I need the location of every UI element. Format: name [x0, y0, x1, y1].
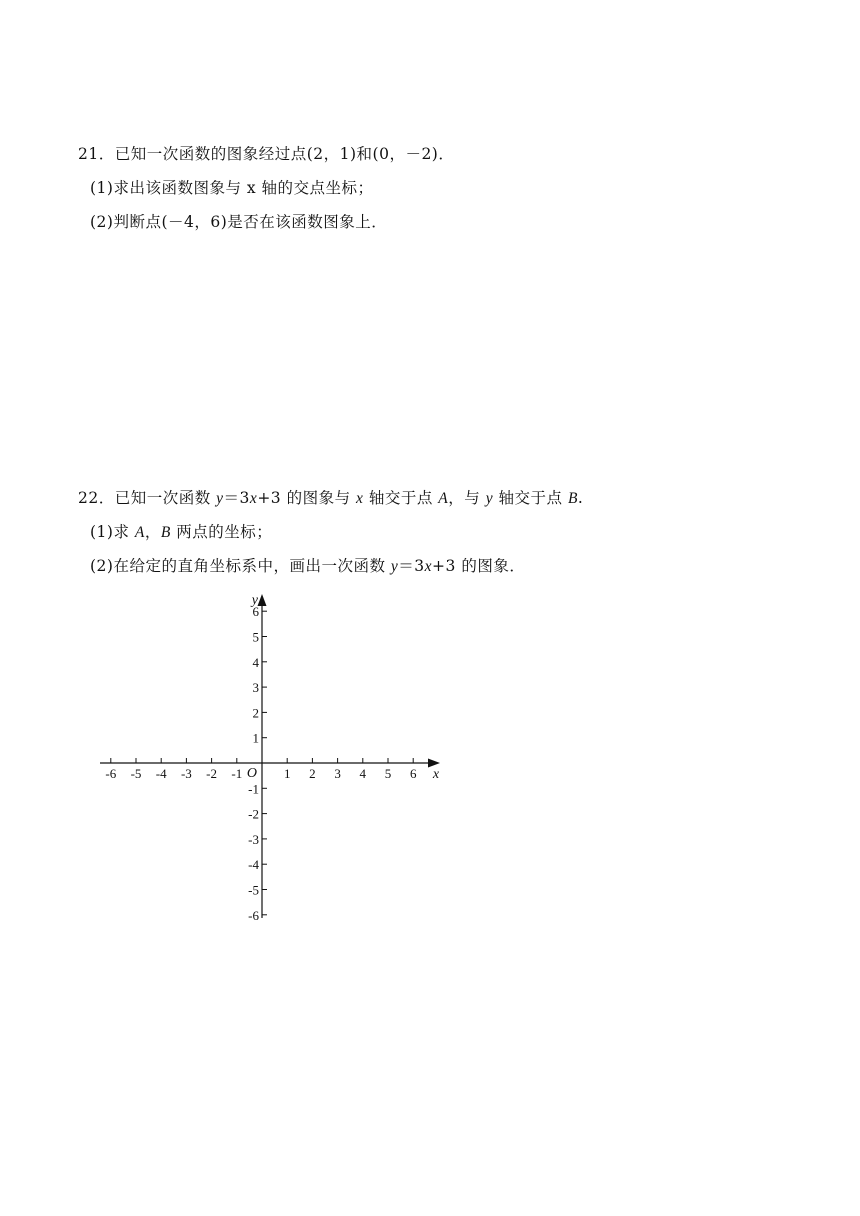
x-tick-label: 3 — [334, 766, 341, 781]
q22-part1-point-b: B — [160, 524, 171, 541]
x-tick-label: 1 — [283, 766, 291, 781]
q22-stem-text-f: 轴交于点 — [493, 489, 568, 507]
x-tick-label: -2 — [206, 766, 218, 781]
y-tick-label: -4 — [248, 857, 259, 873]
axes — [100, 594, 440, 918]
y-tick-label: -5 — [248, 882, 259, 898]
q22-stem-point-a: A — [438, 490, 449, 507]
x-tick-label: -3 — [180, 766, 192, 781]
tick-labels — [105, 593, 440, 923]
q22-stem-text-d: 轴交于点 — [363, 489, 439, 507]
q21-part2: (2)判断点(－4，6)是否在该函数图象上． — [90, 213, 388, 231]
q22-stem-var-x: x — [249, 490, 258, 507]
q22-part2-text-b: ＝3 — [398, 557, 425, 575]
y-tick-label: 2 — [252, 705, 259, 721]
q22-stem-point-b: B — [567, 490, 578, 507]
q22-stem-text-e: ，与 — [448, 489, 486, 507]
q22-stem-text-g: . — [577, 489, 584, 507]
q22-stem-text-b: ＝3 — [223, 489, 250, 507]
q22-part1-text-c: 两点的坐标； — [170, 523, 273, 541]
x-tick-label: 6 — [409, 766, 417, 781]
origin-label: O — [246, 766, 257, 781]
x-axis-label: x — [432, 767, 440, 782]
q22-stem-var-x2: x — [356, 490, 364, 507]
x-tick-label: -5 — [130, 766, 142, 781]
x-tick-label: -1 — [231, 766, 243, 781]
q22-stem-text-a: 22．已知一次函数 — [78, 489, 217, 507]
q21-stem: 21．已知一次函数的图象经过点(2，1)和(0，－2)． — [78, 145, 455, 163]
y-tick-label: -6 — [248, 907, 259, 923]
x-tick-label: 5 — [384, 766, 392, 781]
q22-part2-var-x: x — [424, 558, 433, 575]
x-tick-label: -4 — [155, 766, 167, 781]
x-tick-label: 2 — [309, 766, 316, 781]
y-tick-label: -1 — [248, 781, 259, 797]
q21-part1: (1)求出该函数图象与 x 轴的交点坐标； — [90, 179, 374, 197]
y-tick-label: -2 — [248, 806, 259, 822]
q22-part1-text-b: ， — [144, 523, 161, 541]
x-tick-label: 4 — [359, 766, 367, 781]
q22-part2-var-y: y — [390, 558, 399, 575]
q22-part2-text-c: +3 的图象． — [432, 557, 526, 575]
q22-part1-point-a: A — [134, 524, 145, 541]
y-tick-label: 3 — [252, 680, 259, 696]
q22-part2-text-a: (2)在给定的直角坐标系中，画出一次函数 — [90, 557, 391, 575]
q22-stem-var-y: y — [216, 490, 224, 507]
q22-stem-var-y2: y — [485, 490, 494, 507]
y-axis-label: y — [251, 593, 258, 608]
y-tick-label: -3 — [248, 831, 259, 847]
y-tick-label: 1 — [252, 730, 259, 746]
x-tick-label: -6 — [105, 766, 117, 781]
y-tick-label: 6 — [252, 604, 259, 620]
y-tick-label: 4 — [252, 654, 259, 670]
q22-part1-text-a: (1)求 — [90, 523, 135, 541]
q22-stem-text-c: +3 的图象与 — [257, 489, 357, 507]
y-tick-label: 5 — [252, 629, 259, 645]
